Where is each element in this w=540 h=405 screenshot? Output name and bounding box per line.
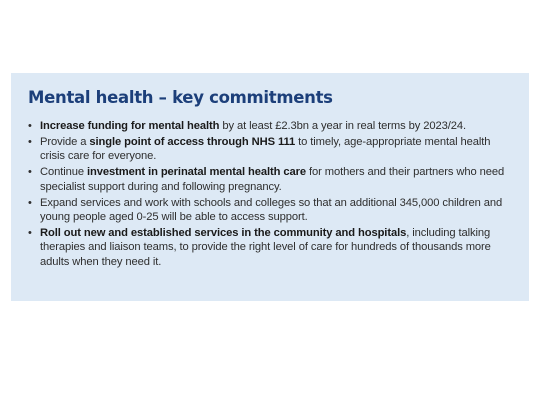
bullet-icon: • — [28, 226, 32, 239]
bullet-icon: • — [28, 135, 32, 148]
item-text-pre: Continue — [40, 166, 87, 179]
list-item — [28, 226, 515, 269]
item-text-post: , including talking therapies and liaison teams, to provide the right level of care for hundreds of thousands more adults when they need it. — [40, 226, 491, 268]
item-text-post: to timely, age-appropriate mental health crisis care for everyone. — [40, 135, 491, 163]
item-text-bold: investment in perinatal mental health care — [87, 166, 306, 179]
box-title: Mental health – key commitments — [28, 88, 333, 107]
item-text-post: by at least £2.3bn a year in real terms by 2023/24. — [219, 120, 467, 132]
list-item — [28, 196, 515, 225]
list-item — [28, 135, 515, 164]
list-item — [28, 119, 515, 133]
item-text-bold: Roll out new and established services in the community and hospitals — [40, 226, 407, 239]
item-text-bold: Increase funding for mental health — [40, 120, 220, 132]
bullet-icon: • — [28, 196, 32, 209]
bullet-icon: • — [28, 166, 32, 179]
item-text-pre: Expand services and work with schools and colleges so that an additional 345,000 children and young people aged 0-25 will be able to access support. — [40, 196, 503, 223]
key-commitments-box — [11, 73, 529, 301]
item-text-bold: single point of access through NHS 111 — [89, 135, 296, 148]
list-item — [28, 165, 515, 194]
item-text-pre: Provide a — [40, 135, 90, 148]
commitments-list — [28, 119, 515, 269]
item-text-post: for mothers and their partners who need specialist support during and following pregnancy. — [40, 166, 505, 193]
bullet-icon: • — [28, 120, 32, 132]
